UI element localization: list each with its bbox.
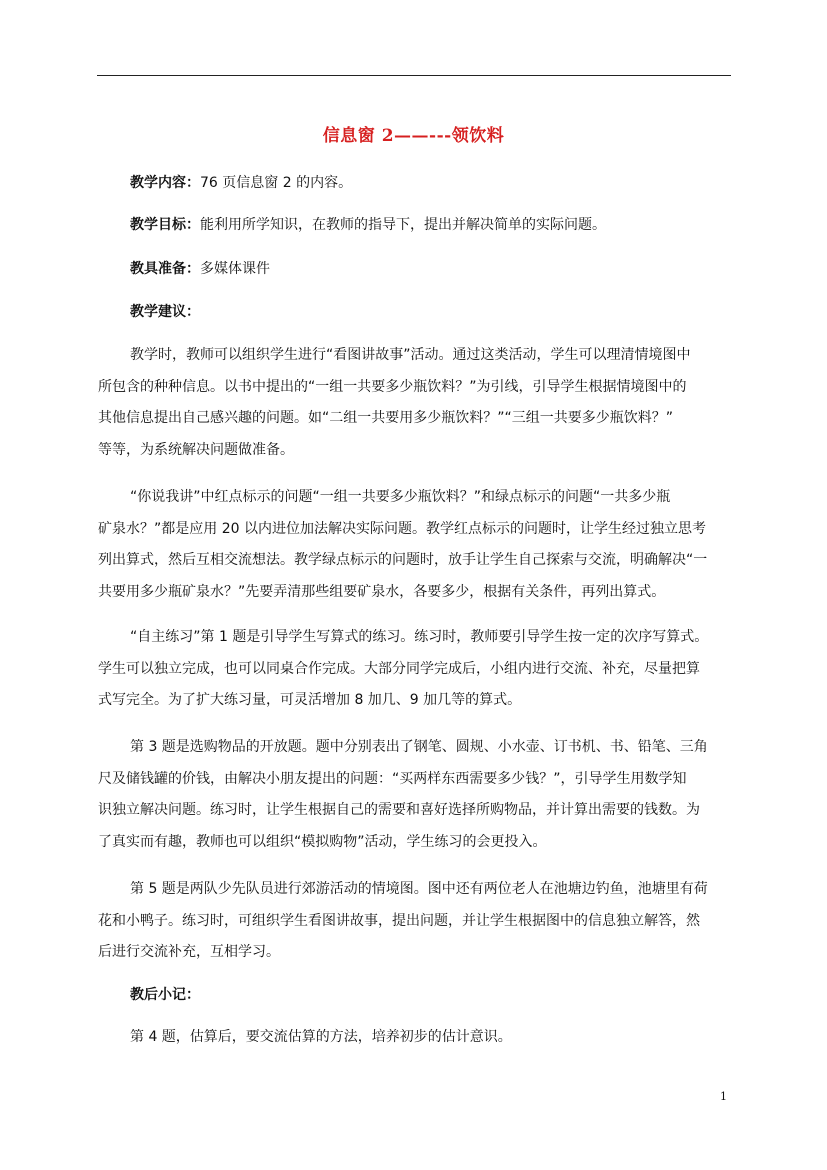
paragraph-line: 其他信息提出自己感兴趣的问题。如“二组一共要用多少瓶饮料？”“三组一共要多少瓶饮料？”: [98, 410, 674, 426]
paragraph-line: 教学时，教师可以组织学生进行“看图讲故事”活动。通过这类活动，学生可以理清情境图中: [130, 347, 691, 363]
tools-line: [130, 259, 270, 279]
goal-label: 教学目标：: [130, 217, 200, 233]
after-text: 第 4 题，估算后，要交流估算的方法，培养初步的估计意识。: [130, 1029, 512, 1045]
content-label: 教学内容：: [130, 175, 200, 191]
paragraph-line: 后进行交流补充，互相学习。: [98, 944, 280, 960]
paragraph-line: 尺及储钱罐的价钱，由解决小朋友提出的问题：“买两样东西需要多少钱？”，引导学生用数学知: [98, 770, 687, 787]
paragraph-line: 等等，为系统解决问题做准备。: [98, 441, 294, 458]
paragraph-line: 学生可以独立完成，也可以同桌合作完成。大部分同学完成后，小组内进行交流、补充，尽量把算: [98, 660, 700, 677]
paragraph-3: [98, 622, 730, 717]
after-label: 教后小记：: [130, 987, 200, 1003]
paragraph-line: 共要用多少瓶矿泉水？”先要弄清那些组要矿泉水，各要多少，根据有关条件，再列出算式。: [98, 583, 666, 600]
paragraph-line: “你说我讲”中红点标示的问题“一组一共要多少瓶饮料？”和绿点标示的问题“一共多少瓶: [130, 489, 671, 505]
paragraph-line: 了真实而有趣，教师也可以组织“模拟购物”活动，学生练习的会更投入。: [98, 833, 547, 850]
header-rule: [97, 75, 731, 76]
content-line: [130, 173, 352, 193]
tools-label: 教具准备：: [130, 261, 200, 277]
paragraph-line: 花和小鸭子。练习时，可组织学生看图讲故事，提出问题，并让学生根据图中的信息独立解答，然: [98, 912, 700, 929]
document-title: 信息窗 2——---领饮料: [322, 126, 505, 146]
goal-value: 能利用所学知识，在教师的指导下，提出并解决简单的实际问题。: [200, 217, 606, 233]
paragraph-line: 式写完全。为了扩大练习量，可灵活增加 8 加几、9 加几等的算式。: [98, 692, 522, 708]
goal-line: [130, 215, 606, 235]
paragraph-line: 列出算式，然后互相交流想法。教学绿点标示的问题时，放手让学生自己探索与交流，明确解决“一: [98, 552, 708, 568]
paragraph-line: “自主练习”第 1 题是引导学生写算式的练习。练习时，教师要引导学生按一定的次序写算式。: [130, 629, 709, 645]
paragraph-line: 矿泉水？”都是应用 20 以内进位加法解决实际问题。教学红点标示的问题时，让学生经过独立思考: [98, 520, 706, 537]
advice-line: [130, 302, 200, 322]
paragraph-line: 第 3 题是选购物品的开放题。题中分别表出了钢笔、圆规、小水壶、订书机、书、铅笔、三角: [130, 739, 708, 755]
advice-label: 教学建议：: [130, 304, 200, 320]
paragraph-4: [98, 732, 730, 858]
paragraph-line: 第 5 题是两队少先队员进行郊游活动的情境图。图中还有两位老人在池塘边钓鱼，池塘里有荷: [130, 881, 708, 897]
page-number: 1: [720, 1090, 727, 1103]
after-line: [130, 985, 200, 1005]
paragraph-line: 所包含的种种信息。以书中提出的“一组一共要多少瓶饮料？”为引线，引导学生根据情境图中的: [98, 378, 687, 395]
paragraph-2: [98, 482, 730, 608]
paragraph-line: 识独立解决问题。练习时，让学生根据自己的需要和喜好选择所购物品，并计算出需要的钱数。为: [98, 802, 700, 818]
paragraph-1: [98, 340, 730, 466]
content-value: 76 页信息窗 2 的内容。: [200, 175, 353, 191]
paragraph-5: [98, 874, 730, 969]
tools-value: 多媒体课件: [200, 261, 270, 277]
